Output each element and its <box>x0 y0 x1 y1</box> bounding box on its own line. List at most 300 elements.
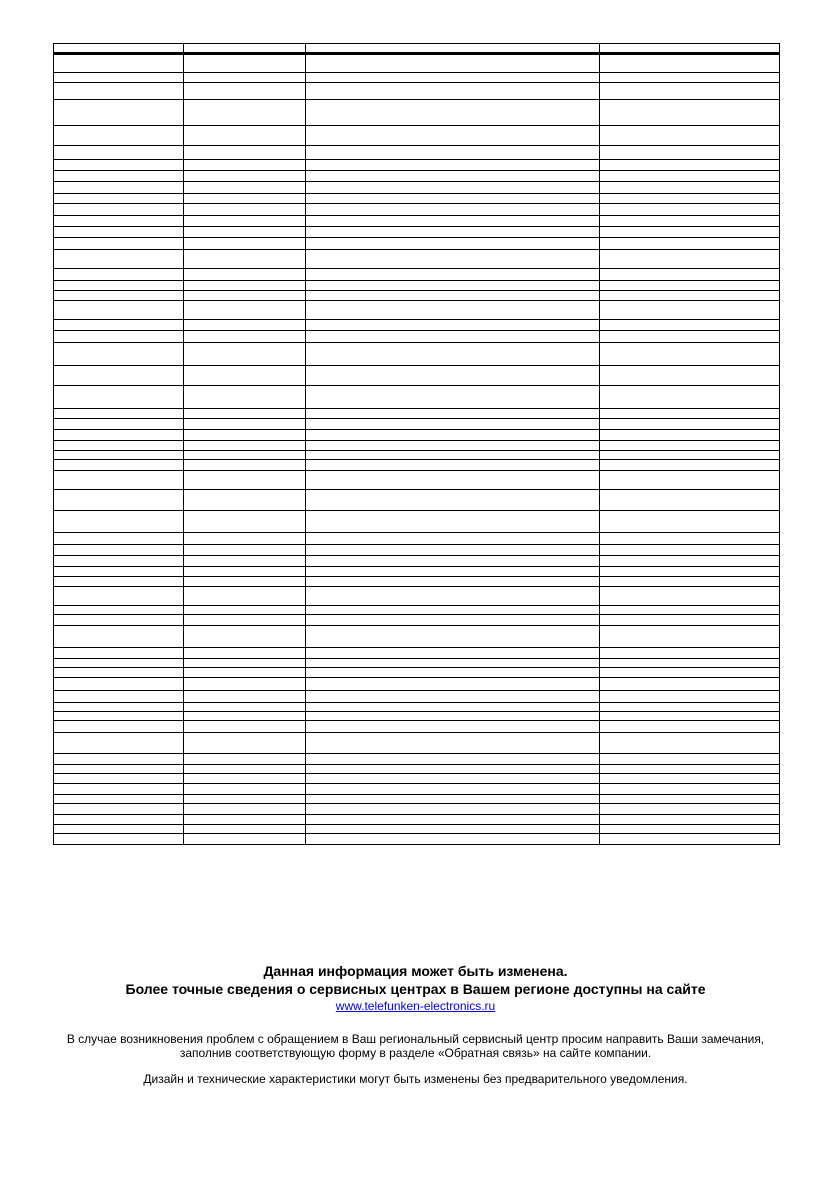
table-row <box>54 291 780 301</box>
table-cell <box>306 471 599 490</box>
table-cell <box>306 804 599 815</box>
table-cell <box>306 204 599 216</box>
table-cell <box>54 83 184 100</box>
table-cell <box>184 577 306 587</box>
table-row <box>54 343 780 366</box>
table-cell <box>184 545 306 556</box>
table-cell <box>306 100 599 126</box>
table-cell <box>599 216 779 227</box>
table-cell <box>306 386 599 409</box>
table-cell <box>54 556 184 567</box>
table-cell <box>184 386 306 409</box>
disclaimer-text: Дизайн и технические характеристики могут быть изменены без предварительного уведомления. <box>143 1072 688 1086</box>
table-cell <box>599 301 779 320</box>
table-cell <box>306 194 599 204</box>
table-cell <box>54 182 184 194</box>
table-cell <box>54 815 184 825</box>
table-row <box>54 606 780 615</box>
table-cell <box>306 659 599 668</box>
contact-line-2: заполнив соответствующую форму в разделе «Обратная связь» на сайте компании. <box>179 1046 652 1060</box>
table-cell <box>306 712 599 721</box>
table-cell <box>306 784 599 795</box>
table-cell <box>184 343 306 366</box>
table-cell <box>599 471 779 490</box>
table-cell <box>54 825 184 834</box>
table-cell <box>599 577 779 587</box>
table-cell <box>184 238 306 250</box>
table-cell <box>306 430 599 441</box>
table-cell <box>54 765 184 774</box>
service-centers-table <box>53 43 780 845</box>
table-cell <box>54 721 184 733</box>
table-cell <box>599 668 779 678</box>
table-cell <box>599 441 779 451</box>
table-cell <box>184 126 306 146</box>
table-cell <box>599 83 779 100</box>
table-cell <box>54 678 184 691</box>
table-cell <box>54 250 184 269</box>
table-cell <box>599 606 779 615</box>
table-cell <box>599 626 779 648</box>
table-cell <box>306 733 599 754</box>
website-link-line <box>53 998 778 1014</box>
table-header-cell <box>184 44 306 54</box>
table-cell <box>306 577 599 587</box>
table-row <box>54 545 780 556</box>
table-cell <box>599 815 779 825</box>
table-cell <box>599 343 779 366</box>
table-row <box>54 216 780 227</box>
table-cell <box>184 281 306 291</box>
table-cell <box>599 567 779 577</box>
table-row <box>54 182 780 194</box>
table-cell <box>184 606 306 615</box>
table-cell <box>599 691 779 703</box>
table-cell <box>599 100 779 126</box>
table-row <box>54 100 780 126</box>
table-cell <box>184 721 306 733</box>
notice-line-1: Данная информация может быть изменена. <box>263 963 568 979</box>
table-cell <box>184 834 306 845</box>
table-cell <box>599 659 779 668</box>
table-cell <box>599 784 779 795</box>
table-cell <box>599 250 779 269</box>
table-cell <box>599 490 779 511</box>
table-cell <box>184 182 306 194</box>
table-cell <box>184 430 306 441</box>
table-cell <box>306 721 599 733</box>
table-cell <box>54 587 184 606</box>
table-row <box>54 712 780 721</box>
table-cell <box>306 331 599 343</box>
table-cell <box>599 460 779 471</box>
table-cell <box>184 567 306 577</box>
table-row <box>54 54 780 73</box>
table-cell <box>306 606 599 615</box>
table-row <box>54 238 780 250</box>
table-cell <box>54 774 184 784</box>
table-cell <box>599 615 779 626</box>
table-row <box>54 204 780 216</box>
table-cell <box>184 146 306 160</box>
table-cell <box>54 804 184 815</box>
table-cell <box>54 648 184 659</box>
table-row <box>54 825 780 834</box>
table-cell <box>306 490 599 511</box>
table-cell <box>184 250 306 269</box>
table-cell <box>184 804 306 815</box>
table-cell <box>599 556 779 567</box>
table-cell <box>184 733 306 754</box>
table-cell <box>184 825 306 834</box>
table-cell <box>599 291 779 301</box>
table-row <box>54 331 780 343</box>
table-cell <box>306 626 599 648</box>
table-cell <box>54 834 184 845</box>
table-cell <box>184 409 306 419</box>
table-cell <box>599 712 779 721</box>
table-cell <box>306 83 599 100</box>
table-cell <box>54 194 184 204</box>
table-header-cell <box>306 44 599 54</box>
table-cell <box>54 291 184 301</box>
table-cell <box>306 765 599 774</box>
table-row <box>54 815 780 825</box>
table-cell <box>54 100 184 126</box>
table-cell <box>599 678 779 691</box>
table-cell <box>54 471 184 490</box>
table-cell <box>54 430 184 441</box>
table-cell <box>306 171 599 182</box>
table-cell <box>306 281 599 291</box>
footer-notes <box>53 962 778 1086</box>
table-cell <box>54 691 184 703</box>
table-cell <box>306 703 599 712</box>
table-row <box>54 804 780 815</box>
table-cell <box>54 366 184 386</box>
table-cell <box>599 804 779 815</box>
table-cell <box>184 626 306 648</box>
table-cell <box>306 815 599 825</box>
table-cell <box>54 460 184 471</box>
table-cell <box>306 587 599 606</box>
table-cell <box>54 754 184 765</box>
table-cell <box>599 281 779 291</box>
table-cell <box>54 703 184 712</box>
table-row <box>54 567 780 577</box>
table-cell <box>184 83 306 100</box>
table-cell <box>306 774 599 784</box>
table-row <box>54 281 780 291</box>
table-cell <box>306 419 599 430</box>
table-header-row <box>54 44 780 54</box>
table-row <box>54 691 780 703</box>
table-cell <box>599 834 779 845</box>
table-cell <box>599 204 779 216</box>
table-row <box>54 386 780 409</box>
table-cell <box>184 587 306 606</box>
table-cell <box>184 194 306 204</box>
table-cell <box>184 648 306 659</box>
table-cell <box>599 386 779 409</box>
table-cell <box>184 171 306 182</box>
table-cell <box>306 533 599 545</box>
table-row <box>54 615 780 626</box>
table-cell <box>184 441 306 451</box>
table-cell <box>184 419 306 430</box>
table-cell <box>306 615 599 626</box>
table-cell <box>184 54 306 73</box>
table-cell <box>599 320 779 331</box>
table-cell <box>599 54 779 73</box>
table-row <box>54 668 780 678</box>
table-row <box>54 577 780 587</box>
table-row <box>54 678 780 691</box>
table-row <box>54 721 780 733</box>
table-cell <box>599 451 779 460</box>
table-cell <box>599 774 779 784</box>
table-cell <box>54 301 184 320</box>
table-cell <box>184 204 306 216</box>
table-row <box>54 430 780 441</box>
table-cell <box>306 250 599 269</box>
table-row <box>54 320 780 331</box>
table-row <box>54 648 780 659</box>
table-row <box>54 301 780 320</box>
table-cell <box>599 733 779 754</box>
table-cell <box>54 490 184 511</box>
table-cell <box>54 171 184 182</box>
table-cell <box>599 269 779 281</box>
table-cell <box>306 825 599 834</box>
table-cell <box>54 320 184 331</box>
table-cell <box>54 281 184 291</box>
table-cell <box>599 533 779 545</box>
table-cell <box>599 146 779 160</box>
table-cell <box>184 712 306 721</box>
table-row <box>54 556 780 567</box>
table-cell <box>306 795 599 804</box>
table-header-cell <box>54 44 184 54</box>
table-row <box>54 126 780 146</box>
table-cell <box>306 146 599 160</box>
table-row <box>54 533 780 545</box>
table-row <box>54 441 780 451</box>
table-cell <box>306 126 599 146</box>
table-row <box>54 733 780 754</box>
table-row <box>54 83 780 100</box>
table-row <box>54 194 780 204</box>
table-row <box>54 703 780 712</box>
table-row <box>54 460 780 471</box>
table-cell <box>184 533 306 545</box>
table-cell <box>54 606 184 615</box>
table-cell <box>54 545 184 556</box>
table-cell <box>184 795 306 804</box>
table-cell <box>306 834 599 845</box>
table-cell <box>54 511 184 533</box>
table-cell <box>184 511 306 533</box>
table-header-cell <box>599 44 779 54</box>
table-cell <box>184 227 306 238</box>
table-row <box>54 774 780 784</box>
table-row <box>54 754 780 765</box>
table-cell <box>306 691 599 703</box>
table-cell <box>599 795 779 804</box>
table-cell <box>599 227 779 238</box>
table-cell <box>54 227 184 238</box>
table-row <box>54 250 780 269</box>
notice-line-2: Более точные сведения о сервисных центрах в Вашем регионе доступны на сайте <box>125 981 706 997</box>
table-cell <box>184 765 306 774</box>
table-cell <box>54 126 184 146</box>
table-cell <box>599 648 779 659</box>
table-cell <box>184 703 306 712</box>
table-cell <box>54 659 184 668</box>
table-cell <box>184 331 306 343</box>
table-cell <box>54 204 184 216</box>
table-cell <box>184 691 306 703</box>
table-cell <box>306 182 599 194</box>
table-cell <box>306 54 599 73</box>
contact-line-1: В случае возникновения проблем с обращением в Ваш региональный сервисный центр просим направить Ваши замечания, <box>66 1032 765 1046</box>
table-cell <box>599 171 779 182</box>
table-cell <box>184 160 306 171</box>
table-cell <box>306 441 599 451</box>
table-cell <box>184 366 306 386</box>
table-row <box>54 795 780 804</box>
table-cell <box>54 409 184 419</box>
table-row <box>54 171 780 182</box>
table-cell <box>54 615 184 626</box>
table-cell <box>599 126 779 146</box>
table-cell <box>599 825 779 834</box>
table-cell <box>306 320 599 331</box>
table-cell <box>599 182 779 194</box>
table-cell <box>184 451 306 460</box>
table-cell <box>54 73 184 83</box>
table-cell <box>306 678 599 691</box>
table-cell <box>54 577 184 587</box>
table-cell <box>306 160 599 171</box>
table-cell <box>184 320 306 331</box>
contact-paragraph <box>53 1032 778 1060</box>
website-link[interactable]: www.telefunken-electronics.ru <box>335 999 496 1013</box>
table-cell <box>599 703 779 712</box>
table-row <box>54 146 780 160</box>
table-row <box>54 160 780 171</box>
table-cell <box>184 460 306 471</box>
table-cell <box>184 301 306 320</box>
table-cell <box>54 533 184 545</box>
table-cell <box>54 238 184 250</box>
table-cell <box>599 754 779 765</box>
table-cell <box>599 419 779 430</box>
table-cell <box>599 545 779 556</box>
table-cell <box>54 269 184 281</box>
table-cell <box>54 733 184 754</box>
table-cell <box>599 194 779 204</box>
table-cell <box>54 668 184 678</box>
table-row <box>54 626 780 648</box>
table-row <box>54 659 780 668</box>
table-cell <box>306 409 599 419</box>
table-body <box>54 54 780 845</box>
table-cell <box>306 567 599 577</box>
table-cell <box>599 160 779 171</box>
table-cell <box>184 100 306 126</box>
table-cell <box>54 795 184 804</box>
table-cell <box>306 269 599 281</box>
table-cell <box>54 441 184 451</box>
table-cell <box>306 366 599 386</box>
table-cell <box>306 227 599 238</box>
table-row <box>54 409 780 419</box>
table-cell <box>599 511 779 533</box>
table-row <box>54 227 780 238</box>
table-cell <box>54 331 184 343</box>
table-cell <box>306 460 599 471</box>
table-cell <box>54 386 184 409</box>
table-cell <box>306 73 599 83</box>
table-cell <box>599 721 779 733</box>
table-cell <box>54 567 184 577</box>
table-cell <box>184 784 306 795</box>
table-cell <box>184 678 306 691</box>
table-cell <box>599 331 779 343</box>
table-cell <box>184 216 306 227</box>
table-cell <box>306 556 599 567</box>
table-row <box>54 511 780 533</box>
table-cell <box>599 765 779 774</box>
table-row <box>54 834 780 845</box>
table-row <box>54 587 780 606</box>
table-cell <box>306 451 599 460</box>
table-cell <box>184 73 306 83</box>
table-cell <box>306 238 599 250</box>
table-cell <box>184 754 306 765</box>
table-row <box>54 765 780 774</box>
table-cell <box>184 471 306 490</box>
table-cell <box>599 409 779 419</box>
table-cell <box>184 615 306 626</box>
table-cell <box>54 626 184 648</box>
table-cell <box>184 774 306 784</box>
table-cell <box>599 73 779 83</box>
table-row <box>54 784 780 795</box>
table-cell <box>184 291 306 301</box>
table-cell <box>599 587 779 606</box>
table-cell <box>306 545 599 556</box>
table-cell <box>306 343 599 366</box>
table-row <box>54 471 780 490</box>
table-cell <box>54 146 184 160</box>
table-cell <box>54 216 184 227</box>
table-cell <box>54 784 184 795</box>
table-cell <box>306 511 599 533</box>
table-cell <box>184 490 306 511</box>
table-row <box>54 419 780 430</box>
table-row <box>54 366 780 386</box>
table-cell <box>184 659 306 668</box>
table-row <box>54 73 780 83</box>
table-row <box>54 490 780 511</box>
table-cell <box>184 556 306 567</box>
table-cell <box>54 343 184 366</box>
table-cell <box>54 419 184 430</box>
table-cell <box>599 366 779 386</box>
table-cell <box>54 451 184 460</box>
